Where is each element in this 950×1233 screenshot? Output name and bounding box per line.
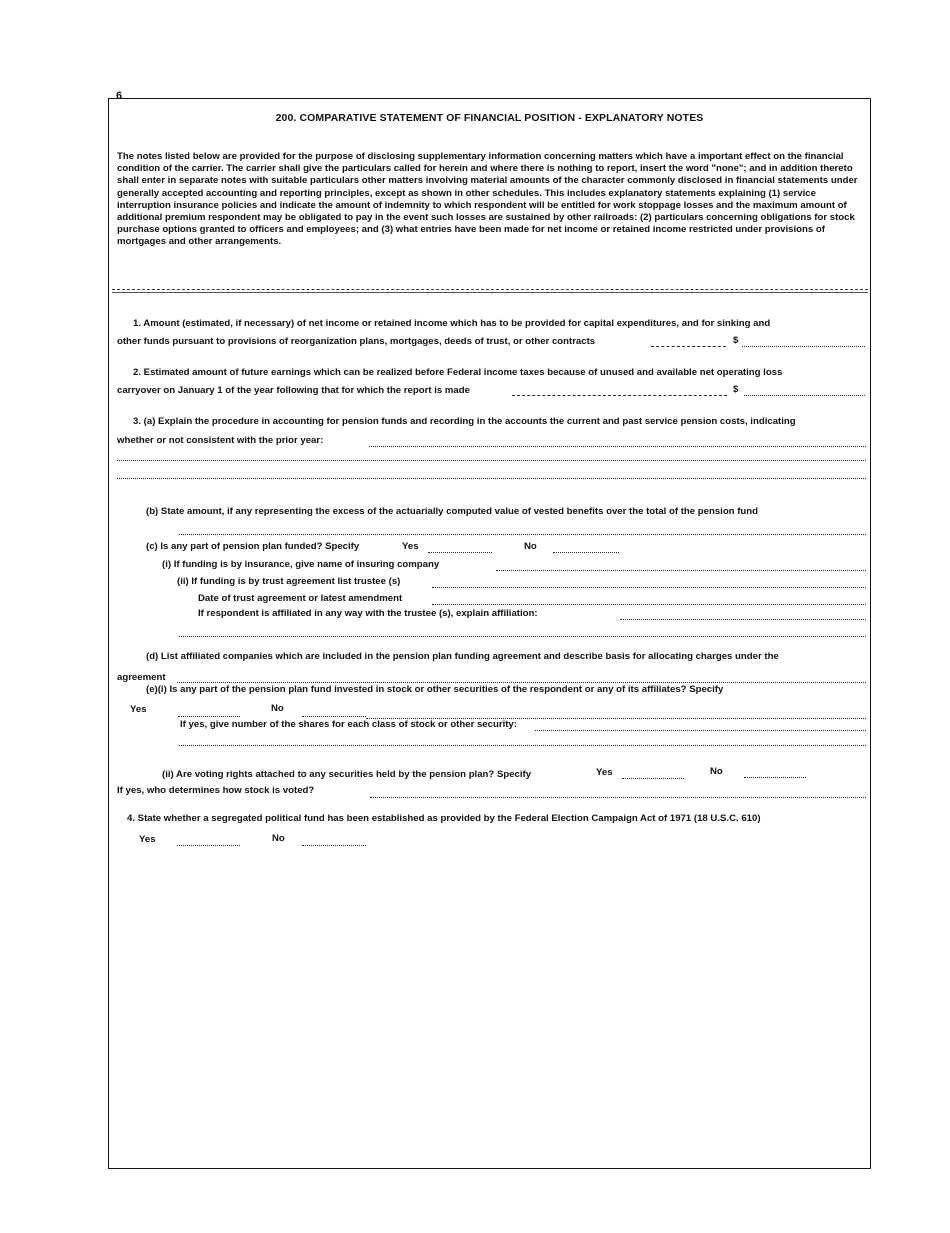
q3e-ii-no-field[interactable]	[744, 777, 806, 778]
q3e-ii-yes-field[interactable]	[622, 778, 684, 779]
q3e-i-no-label: No	[271, 703, 284, 714]
q3a-text-line2: whether or not consistent with the prior year:	[117, 435, 324, 446]
q3e-i-yes-label: Yes	[130, 704, 147, 715]
q1-text-line1: 1. Amount (estimated, if necessary) of net income or retained income which has to be provided for capital expenditures, and for sinking and	[133, 318, 771, 329]
q2-amount-field[interactable]	[744, 395, 865, 396]
q1-text-line2: other funds pursuant to provisions of reorganization plans, mortgages, deeds of trust, or other contracts	[117, 336, 596, 347]
q3c-yes-field[interactable]	[428, 552, 492, 553]
q3d-answer-line[interactable]	[177, 682, 866, 683]
q3c-i-text: (i) If funding is by insurance, give name of insuring company	[162, 559, 440, 570]
q2-text-line1: 2. Estimated amount of future earnings which can be realized before Federal income taxes because of unused and available net operating loss	[133, 367, 783, 378]
page-number: 6	[116, 90, 123, 102]
q3a-answer-line3[interactable]	[117, 478, 866, 479]
q3e-i-text: (e)(i) Is any part of the pension plan fund invested in stock or other securities of the respondent or any of its affiliates? Specify	[146, 684, 724, 695]
q3c-date-text: Date of trust agreement or latest amendment	[198, 593, 403, 604]
q4-yes-field[interactable]	[177, 845, 240, 846]
q3e-ii-yes-label: Yes	[596, 767, 613, 778]
q4-text: 4. State whether a segregated political fund has been established as provided by the Federal Election Campaign Act of 1971 (18 U.S.C. 610)	[127, 813, 761, 824]
q3e-ii-no-label: No	[710, 766, 723, 777]
q2-leader-line	[512, 395, 727, 396]
q3b-text: (b) State amount, if any representing the excess of the actuarially computed value of vested benefits over the total of the pension fund	[146, 506, 758, 517]
q4-no-field[interactable]	[302, 845, 366, 846]
q3e-i-no-field[interactable]	[302, 716, 366, 717]
section-divider-solid	[112, 292, 868, 293]
form-frame	[108, 98, 871, 1169]
section-divider	[112, 289, 868, 290]
q3d-text-line2: agreement	[117, 672, 166, 683]
q3e-ii-who-answer-line[interactable]	[370, 797, 866, 798]
q3c-no-field[interactable]	[553, 552, 619, 553]
q3e-i-yes-field[interactable]	[178, 716, 240, 717]
q4-yes-label: Yes	[139, 834, 156, 845]
q3c-i-answer-line[interactable]	[496, 570, 866, 571]
q3e-ii-who-text: If yes, who determines how stock is voted?	[117, 785, 315, 796]
q3c-ii-answer-line[interactable]	[432, 587, 866, 588]
q3a-text-line1: 3. (a) Explain the procedure in accounting for pension funds and recording in the accounts the current and past service pension costs, indicating	[133, 416, 796, 427]
intro-paragraph: The notes listed below are provided for the purpose of disclosing supplementary information concerning matters which have a important effect on the financial condition of the carrier. The carrier shall give the particulars called for herein and where there is nothing to report, insert the word "none"; and in addition thereto shall enter in separate notes with suitable particulars other matters involving material amounts of the character commonly disclosed in financial statements under generally accepted accounting and reporting principles, except as shown in other schedules. This includes explanatory statements explaining (1) service interruption insurance policies and indicate the amount of indemnity to which respondent will be entitled for work stoppage losses and the maximum amount of additional premium respondent may be obligated to pay in the event such losses are sustained by other railroads: (2) particulars concerning obligations for stock purchase options granted to officers and employees; and (3) what entries have been made for net income or retained income restricted under provisions of mortgages and other arrangements.	[117, 151, 858, 248]
q2-dollar-sign: $	[733, 384, 739, 395]
q3c-affiliation-answer-line2[interactable]	[179, 636, 866, 637]
q2-text-line2: carryover on January 1 of the year following that for which the report is made	[117, 385, 470, 396]
q1-amount-field[interactable]	[742, 346, 865, 347]
q3c-text: (c) Is any part of pension plan funded? Specify	[146, 541, 360, 552]
q1-dollar-sign: $	[733, 335, 739, 346]
q3a-answer-line1[interactable]	[369, 446, 866, 447]
q3c-date-answer-line[interactable]	[432, 604, 866, 605]
q3e-shares-text: If yes, give number of the shares for each class of stock or other security:	[180, 719, 517, 730]
q3c-no-label: No	[524, 541, 537, 552]
q3c-affiliation-text: If respondent is affiliated in any way with the trustee (s), explain affiliation:	[198, 608, 538, 619]
q3b-answer-line[interactable]	[179, 534, 866, 535]
q3c-affiliation-answer-line1[interactable]	[620, 619, 866, 620]
q3c-ii-text: (ii) If funding is by trust agreement list trustee (s)	[177, 576, 401, 587]
q3d-text-line1: (d) List affiliated companies which are included in the pension plan funding agreement and describe basis for allocating charges under the	[146, 651, 779, 662]
q1-leader-line	[651, 346, 726, 347]
q3e-ii-text: (ii) Are voting rights attached to any securities held by the pension plan? Specify	[162, 769, 532, 780]
q3e-shares-answer-line2[interactable]	[179, 745, 866, 746]
q3c-yes-label: Yes	[402, 541, 419, 552]
q3e-shares-answer-line1[interactable]	[535, 730, 866, 731]
page-title: 200. COMPARATIVE STATEMENT OF FINANCIAL POSITION - EXPLANATORY NOTES	[275, 112, 704, 124]
q4-no-label: No	[272, 833, 285, 844]
q3a-answer-line2[interactable]	[117, 460, 866, 461]
